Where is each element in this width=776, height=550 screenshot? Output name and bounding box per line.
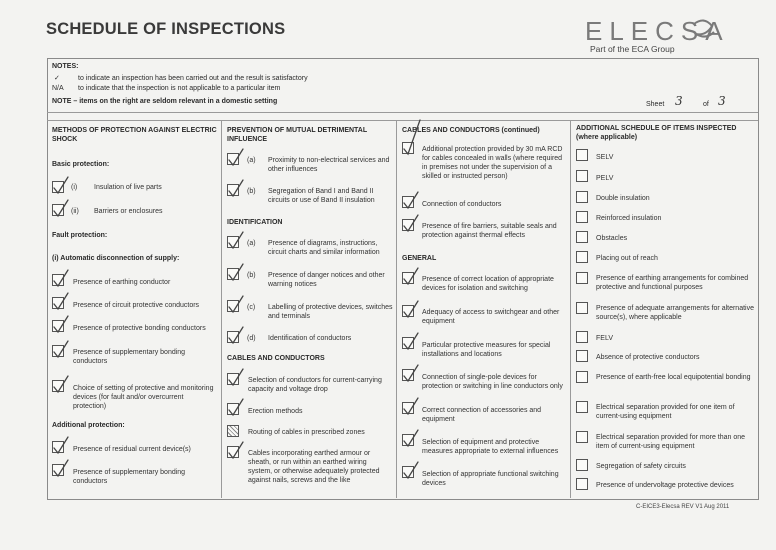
identification-item-label: Identification of conductors: [268, 335, 352, 342]
additional-schedule-item-label: Electrical separation provided for more than one item of current-using equipment: [596, 434, 746, 450]
tick-icon: [404, 301, 418, 317]
tick-icon: [54, 316, 68, 332]
item-number: (b): [247, 188, 256, 195]
identification-item-label: Presence of danger notices and other warning notices: [268, 272, 385, 288]
tick-icon: [229, 369, 243, 385]
additional-schedule-item-label: PELV: [596, 175, 614, 182]
identification-item-label: Presence of diagrams, instructions, circuit charts and similar information: [268, 240, 380, 256]
logo-subtitle: Part of the ECA Group: [590, 44, 675, 54]
prevention-item-label: Segregation of Band I and Band II circuits or use of Band II insulation: [268, 188, 375, 204]
additional-protection-heading: Additional protection:: [52, 422, 125, 429]
sheet-label: Sheet: [646, 101, 665, 108]
tick-icon: [229, 232, 243, 248]
tick-icon: [404, 192, 418, 208]
general-item-label: Connection of single-pole devices for protection or switching in line conductors only: [422, 374, 563, 390]
tick-icon: [229, 296, 243, 312]
additional-schedule-item-label: Presence of earthing arrangements for combined protective and functional purposes: [596, 275, 749, 291]
additional-schedule-item-label: Presence of adequate arrangements for alternative source(s), where applicable: [596, 305, 754, 321]
tick-icon: [404, 120, 420, 154]
logo-swoosh-icon: [694, 20, 714, 36]
na-note: to indicate that the inspection is not applicable to a particular item: [78, 85, 281, 92]
tick-icon: [404, 333, 418, 349]
additional-item-label: Presence of residual current device(s): [73, 446, 191, 453]
tick-icon: [404, 365, 418, 381]
notes-heading: NOTES:: [52, 63, 79, 70]
tick-symbol: ✓: [54, 75, 60, 82]
tick-icon: [229, 327, 243, 343]
identification-heading: IDENTIFICATION: [227, 219, 283, 226]
general-item-label: Correct connection of accessories and equipment: [422, 407, 542, 423]
item-number: (d): [247, 335, 256, 342]
item-number: (b): [247, 272, 256, 279]
cables-cont-item-label: Connection of conductors: [422, 201, 502, 208]
tick-icon: [229, 264, 243, 280]
tick-icon: [54, 177, 68, 193]
tick-icon: [54, 293, 68, 309]
cables-item-label: Erection methods: [248, 408, 303, 415]
col4-heading: ADDITIONAL SCHEDULE OF ITEMS INSPECTED (where applicable): [576, 125, 737, 141]
additional-schedule-item-label: Double insulation: [596, 195, 650, 202]
sheet-of-label: of: [703, 101, 709, 108]
tick-icon: [229, 399, 243, 415]
tick-icon: [54, 437, 68, 453]
item-number: (a): [247, 240, 256, 247]
tick-icon: [404, 215, 418, 231]
tick-icon: [54, 460, 68, 476]
additional-schedule-item-label: Placing out of reach: [596, 255, 658, 262]
additional-schedule-item-label: FELV: [596, 335, 613, 342]
item-number: (a): [247, 157, 256, 164]
general-item-label: Selection of appropriate functional switching devices: [422, 471, 559, 487]
basic-protection-heading: Basic protection:: [52, 161, 110, 168]
col2-heading: PREVENTION OF MUTUAL DETRIMENTAL INFLUENCE: [227, 127, 367, 143]
page-title: SCHEDULE OF INSPECTIONS: [46, 20, 286, 38]
additional-schedule-item-label: Segregation of safety circuits: [596, 463, 686, 470]
tick-icon: [54, 341, 68, 357]
auto-item-label: Choice of setting of protective and monitoring devices (for fault and/or overcurrent protection): [73, 385, 214, 410]
auto-disconnection-heading: (i) Automatic disconnection of supply:: [52, 255, 180, 262]
sheet-total[interactable]: 3: [718, 94, 726, 108]
additional-schedule-item-label: Reinforced insulation: [596, 215, 662, 222]
basic-item-label: Barriers or enclosures: [94, 208, 163, 215]
additional-schedule-item-label: Presence of earth-free local equipotential bonding: [596, 374, 751, 381]
additional-item-label: Presence of supplementary bonding conductors: [73, 469, 186, 485]
general-item-label: Particular protective measures for special installations and locations: [422, 342, 551, 358]
prevention-item-label: Proximity to non-electrical services and other influences: [268, 157, 390, 173]
tick-icon: [54, 270, 68, 286]
additional-schedule-item-label: Presence of undervoltage protective devices: [596, 482, 734, 489]
fault-protection-heading: Fault protection:: [52, 232, 108, 239]
tick-icon: [229, 180, 243, 196]
tick-icon: [404, 462, 418, 478]
tick-icon: [54, 200, 68, 216]
additional-schedule-item-label: SELV: [596, 154, 614, 161]
cables-cont-item-label: Presence of fire barriers, suitable seals and protection against thermal effects: [422, 223, 557, 239]
tick-icon: [404, 268, 418, 284]
col1-heading: METHODS OF PROTECTION AGAINST ELECTRIC SHOCK: [52, 127, 217, 143]
additional-schedule-item-label: Electrical separation provided for one item of current-using equipment: [596, 404, 735, 420]
cables-item-label: Cables incorporating earthed armour or sheath, or run within an earthed wiring system, or otherwise adequately protected against nails, screws and the like: [248, 450, 380, 484]
tick-icon: [404, 430, 418, 446]
cables-conductors-heading: CABLES AND CONDUCTORS: [227, 355, 325, 362]
auto-item-label: Presence of supplementary bonding conductors: [73, 349, 186, 365]
auto-item-label: Presence of protective bonding conductors: [73, 325, 206, 332]
auto-item-label: Presence of circuit protective conductors: [73, 302, 200, 309]
cables-item-label: Routing of cables in prescribed zones: [248, 429, 365, 436]
tick-icon: [229, 442, 243, 458]
item-number: (i): [71, 184, 78, 191]
cables-item-label: Selection of conductors for current-carrying capacity and voltage drop: [248, 377, 382, 393]
general-item-label: Selection of equipment and protective measures appropriate to external influences: [422, 439, 559, 455]
form-reference: C-EICE3-Elecsa REV V1 Aug 2011: [636, 504, 730, 510]
domestic-note: NOTE – items on the right are seldom relevant in a domestic setting: [52, 98, 278, 105]
auto-item-label: Presence of earthing conductor: [73, 279, 171, 286]
elecsa-logo: ELECSA: [585, 16, 730, 46]
na-symbol: N/A: [52, 85, 64, 92]
general-heading: GENERAL: [402, 255, 437, 262]
cables-cont-item-label: Additional protection provided by 30 mA RCD for cables concealed in walls (where required in premises not under the supervision of a skilled or instructed person): [422, 146, 563, 180]
basic-item-label: Insulation of live parts: [94, 184, 162, 191]
tick-note: to indicate an inspection has been carried out and the result is satisfactory: [78, 75, 308, 82]
item-number: (c): [247, 304, 256, 311]
identification-item-label: Labelling of protective devices, switches and terminals: [268, 304, 393, 320]
tick-icon: [404, 398, 418, 414]
general-item-label: Presence of correct location of appropriate devices for isolation and switching: [422, 276, 554, 292]
general-item-label: Adequacy of access to switchgear and other equipment: [422, 309, 560, 325]
tick-icon: [54, 376, 68, 392]
col3-heading: CABLES AND CONDUCTORS (continued): [402, 127, 540, 134]
tick-icon: [229, 149, 243, 165]
item-number: (ii): [71, 208, 79, 215]
additional-schedule-item-label: Absence of protective conductors: [596, 354, 700, 361]
sheet-number[interactable]: 3: [675, 94, 683, 108]
additional-schedule-item-label: Obstacles: [596, 235, 628, 242]
